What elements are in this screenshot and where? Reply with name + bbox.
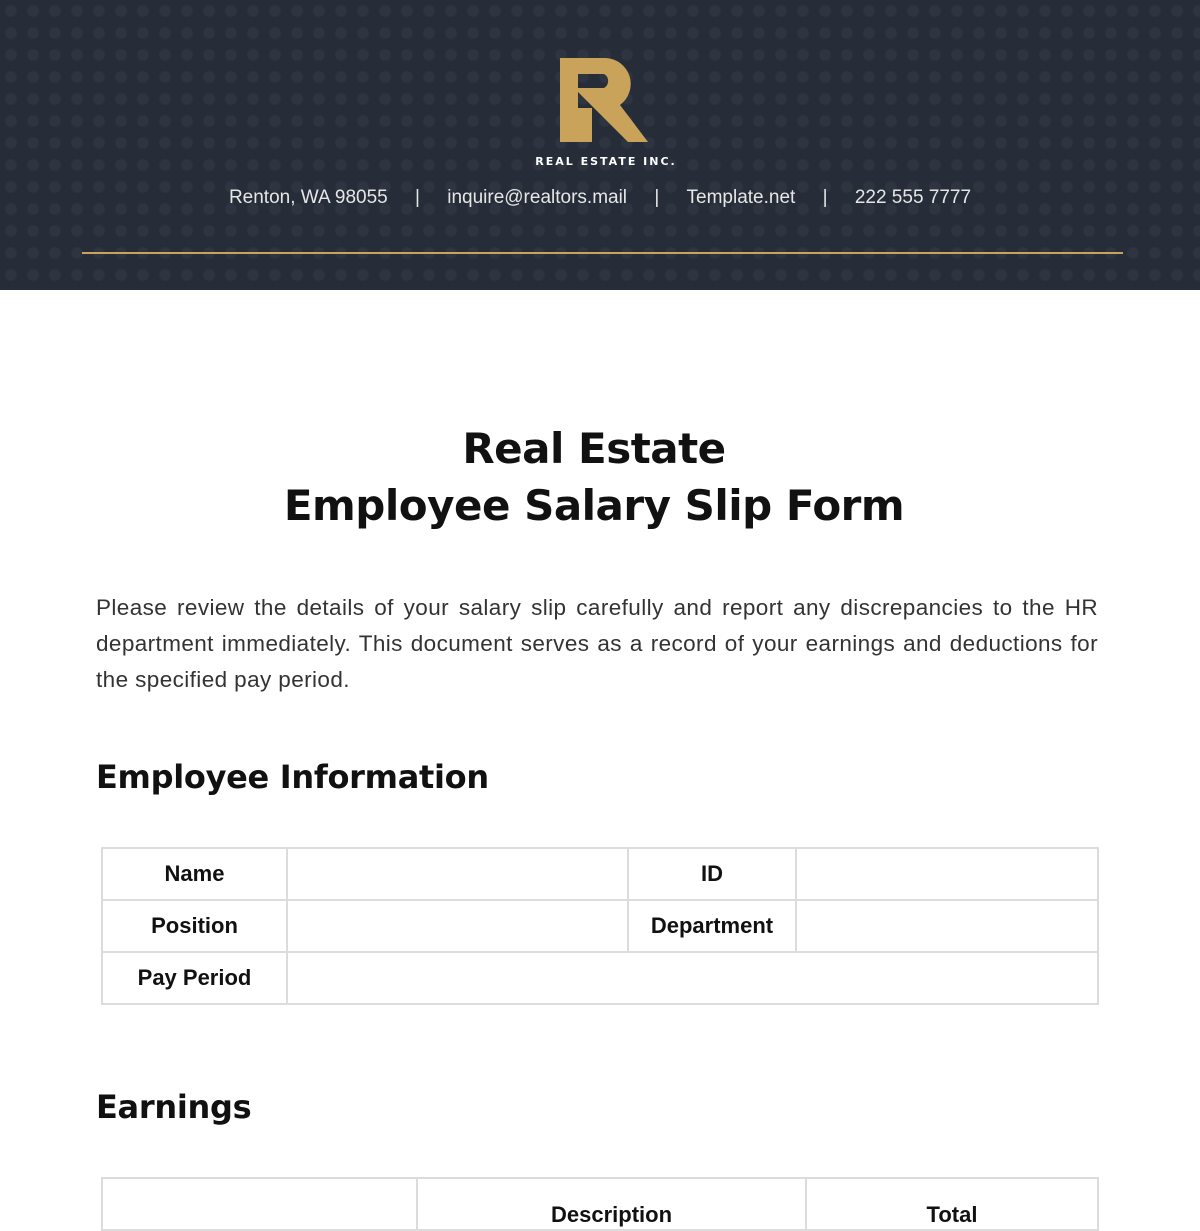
separator: | — [415, 187, 420, 208]
page-title — [0, 420, 1188, 534]
intro-paragraph: Please review the details of your salary slip carefully and report any discrepancies to the HR department immediately. This document serves as a record of your earnings and deductions for the specified pay period. — [96, 595, 1098, 692]
earnings-table — [101, 1177, 1099, 1231]
contact-bar — [0, 187, 1200, 209]
department-field[interactable] — [796, 900, 1098, 952]
pay-period-field[interactable] — [287, 952, 1098, 1004]
description-header: Description — [417, 1178, 806, 1230]
department-label: Department — [628, 900, 796, 952]
phone: 222 555 7777 — [854, 187, 972, 208]
website: Template.net — [686, 187, 796, 208]
separator: | — [654, 187, 660, 208]
company-name: REAL ESTATE INC. — [535, 155, 677, 168]
position-field[interactable] — [287, 900, 628, 952]
id-label: ID — [628, 848, 796, 900]
total-header: Total — [806, 1178, 1098, 1230]
divider — [82, 252, 1123, 254]
letterhead — [0, 0, 1200, 290]
title-line-1: Real Estate — [462, 424, 726, 473]
employee-info-table — [101, 847, 1099, 1005]
pay-period-label: Pay Period — [102, 952, 287, 1004]
title-line-2: Employee Salary Slip Form — [283, 481, 905, 530]
separator: | — [822, 187, 828, 208]
employee-info-heading: Employee Information — [96, 758, 489, 796]
company-logo — [558, 58, 650, 142]
earnings-col-1 — [102, 1178, 417, 1230]
earnings-heading: Earnings — [96, 1088, 252, 1126]
name-field[interactable] — [287, 848, 628, 900]
address: Renton, WA 98055 — [228, 187, 388, 208]
id-field[interactable] — [796, 848, 1098, 900]
position-label: Position — [102, 900, 287, 952]
email: inquire@realtors.mail — [447, 187, 628, 208]
name-label: Name — [102, 848, 287, 900]
